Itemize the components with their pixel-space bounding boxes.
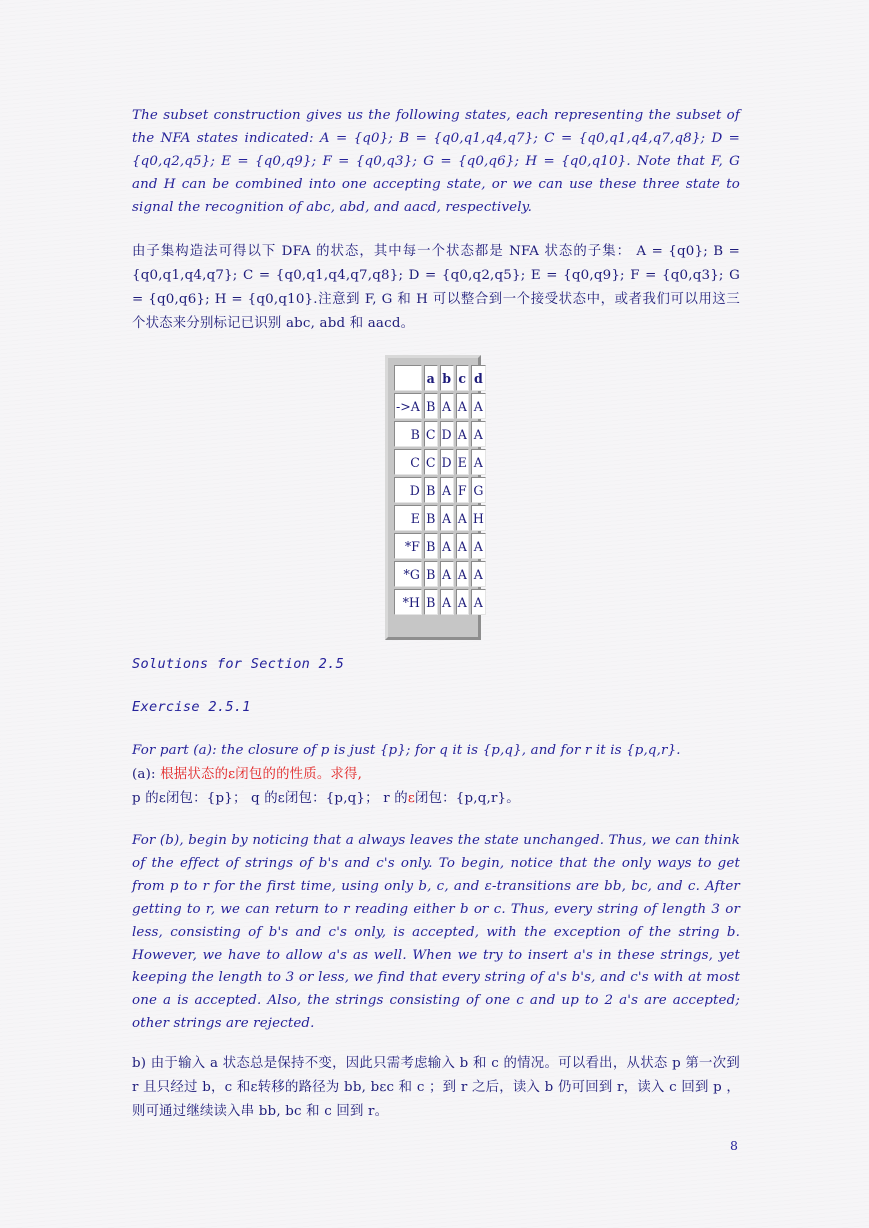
paragraph-chinese-subset-construction [132,240,740,336]
dfa-transition-cell: A [471,589,486,615]
epsilon-red-symbol: ε [407,791,415,806]
dfa-row [394,449,486,475]
dfa-row [394,589,486,615]
dfa-state-cell: D [394,477,422,503]
dfa-transition-cell: A [456,589,469,615]
paragraph-text: b) 由于输入 a 状态总是保持不变，因此只需考虑输入 b 和 c 的情况。可以看出，从状态 p 第一次到 r 且只经过 b，c 和ε转移的路径为 bb, bεc 和 c ；到 r 之后，读入 b 仍可回到 r，读入 c 回到 p ，则可通过继续读入串 bb, bc 和 c 回到 r。 [132,1056,740,1119]
part-b-english [132,830,740,1036]
part-a-chinese-line-1 [132,763,740,787]
part-a-english [132,740,740,763]
dfa-transition-cell: A [471,561,486,587]
dfa-transition-cell: B [424,393,438,419]
dfa-header-symbol: d [471,365,486,391]
paragraph-text: The subset construction gives us the following states, each representing the subset of the NFA states indicated: A = {q0}; B = {q0,q1,q4,q7}; C = {q0,q1,q4,q7,q8}; D = {q0,q2,q5}; E = {q0,q9}; F = {q0,q3}; G = {q0,q6}; H = {q0,q10}. Note that F, G and H can be combined into one accepting state, or we can use these three state to signal the recognition of abc, abd, and aacd, respectively. [132,108,740,215]
dfa-transition-cell: G [471,477,486,503]
dfa-transition-cell: A [440,505,454,531]
dfa-transition-cell: D [440,421,454,447]
dfa-state-cell: B [394,421,422,447]
dfa-transition-cell: B [424,505,438,531]
dfa-header-corner [394,365,422,391]
dfa-state-cell: C [394,449,422,475]
dfa-row [394,505,486,531]
dfa-transition-cell: H [471,505,486,531]
dfa-transition-cell: A [471,533,486,559]
dfa-row [394,421,486,447]
dfa-transition-cell: C [424,449,438,475]
dfa-transition-cell: B [424,533,438,559]
dfa-transition-cell: D [440,449,454,475]
dfa-transition-cell: A [440,393,454,419]
dfa-transition-cell: A [456,561,469,587]
dfa-transition-cell: A [471,393,486,419]
dfa-row [394,393,486,419]
dfa-state-cell: *F [394,533,422,559]
dfa-header-symbol: a [424,365,438,391]
dfa-state-cell: ->A [394,393,422,419]
dfa-state-cell: *G [394,561,422,587]
dfa-transition-cell: B [424,477,438,503]
dfa-transition-cell: A [440,589,454,615]
dfa-row [394,477,486,503]
dfa-transition-table-frame [385,355,484,640]
paragraph-english-subset-construction [132,105,740,220]
part-b-chinese [132,1052,740,1124]
dfa-header-row [394,365,486,391]
dfa-row [394,533,486,559]
dfa-transition-cell: A [440,561,454,587]
dfa-state-cell: E [394,505,422,531]
dfa-transition-cell: A [456,505,469,531]
dfa-transition-cell: A [471,449,486,475]
dfa-transition-cell: A [440,533,454,559]
dfa-transition-cell: A [456,533,469,559]
dfa-transition-cell: F [456,477,469,503]
closure-text-a: p 的ε闭包：{p}； q 的ε闭包：{p,q}； r 的 [132,791,408,806]
paragraph-text: 由子集构造法可得以下 DFA 的状态，其中每一个状态都是 NFA 状态的子集： A = {q0}; B = {q0,q1,q4,q7}; C = {q0,q1,q4,q7,q8}; D = {q0,q2,q5}; E = {q0,q9}; F = {q0,q3}; G = {q0,q6}; H = {q0,q10}.注意到 F, G 和 H 可以整合到一个接受状态中，或者我们可以用这三个状态来分别标记已识别 abc, abd 和 aacd。 [132,244,740,331]
dfa-row [394,561,486,587]
part-a-chinese [132,763,740,811]
dfa-transition-cell: A [456,421,469,447]
dfa-transition-cell: B [424,589,438,615]
exercise-heading: Exercise 2.5.1 [132,699,251,715]
dfa-header-symbol: b [440,365,454,391]
part-a-label: (a): [132,767,161,782]
dfa-state-cell: *H [394,589,422,615]
dfa-transition-cell: B [424,561,438,587]
paragraph-text: For part (a): the closure of p is just {p}; for q it is {p,q}, and for r it is {p,q,r}. [132,743,681,758]
page-number: 8 [730,1138,738,1153]
closure-text-b: 闭包：{p,q,r}。 [415,791,520,806]
dfa-transition-table [392,363,488,617]
part-a-red-note: 根据状态的ε闭包的的性质。求得, [160,767,363,782]
dfa-transition-cell: A [456,393,469,419]
dfa-transition-cell: C [424,421,438,447]
part-a-chinese-line-2 [132,787,740,811]
section-heading: Solutions for Section 2.5 [132,656,345,672]
dfa-transition-cell: A [471,421,486,447]
dfa-header-symbol: c [456,365,469,391]
dfa-transition-cell: A [440,477,454,503]
dfa-transition-cell: E [456,449,469,475]
paragraph-text: For (b), begin by noticing that a always leaves the state unchanged. Thus, we can think of the effect of strings of b's and c's only. To begin, notice that the only ways to get from p to r for the first time, using only b, c, and ε-transitions are bb, bc, and c. After getting to r, we can return to r reading either b or c. Thus, every string of length 3 or less, consisting of b's and c's only, is accepted, with the exception of the string b. However, we have to allow a's as well. When we try to insert a's in these strings, yet keeping the length to 3 or less, we find that every string of a's b's, and c's with at most one a is accepted. Also, the strings consisting of one c and up to 2 a's are accepted; other strings are rejected. [132,833,740,1032]
